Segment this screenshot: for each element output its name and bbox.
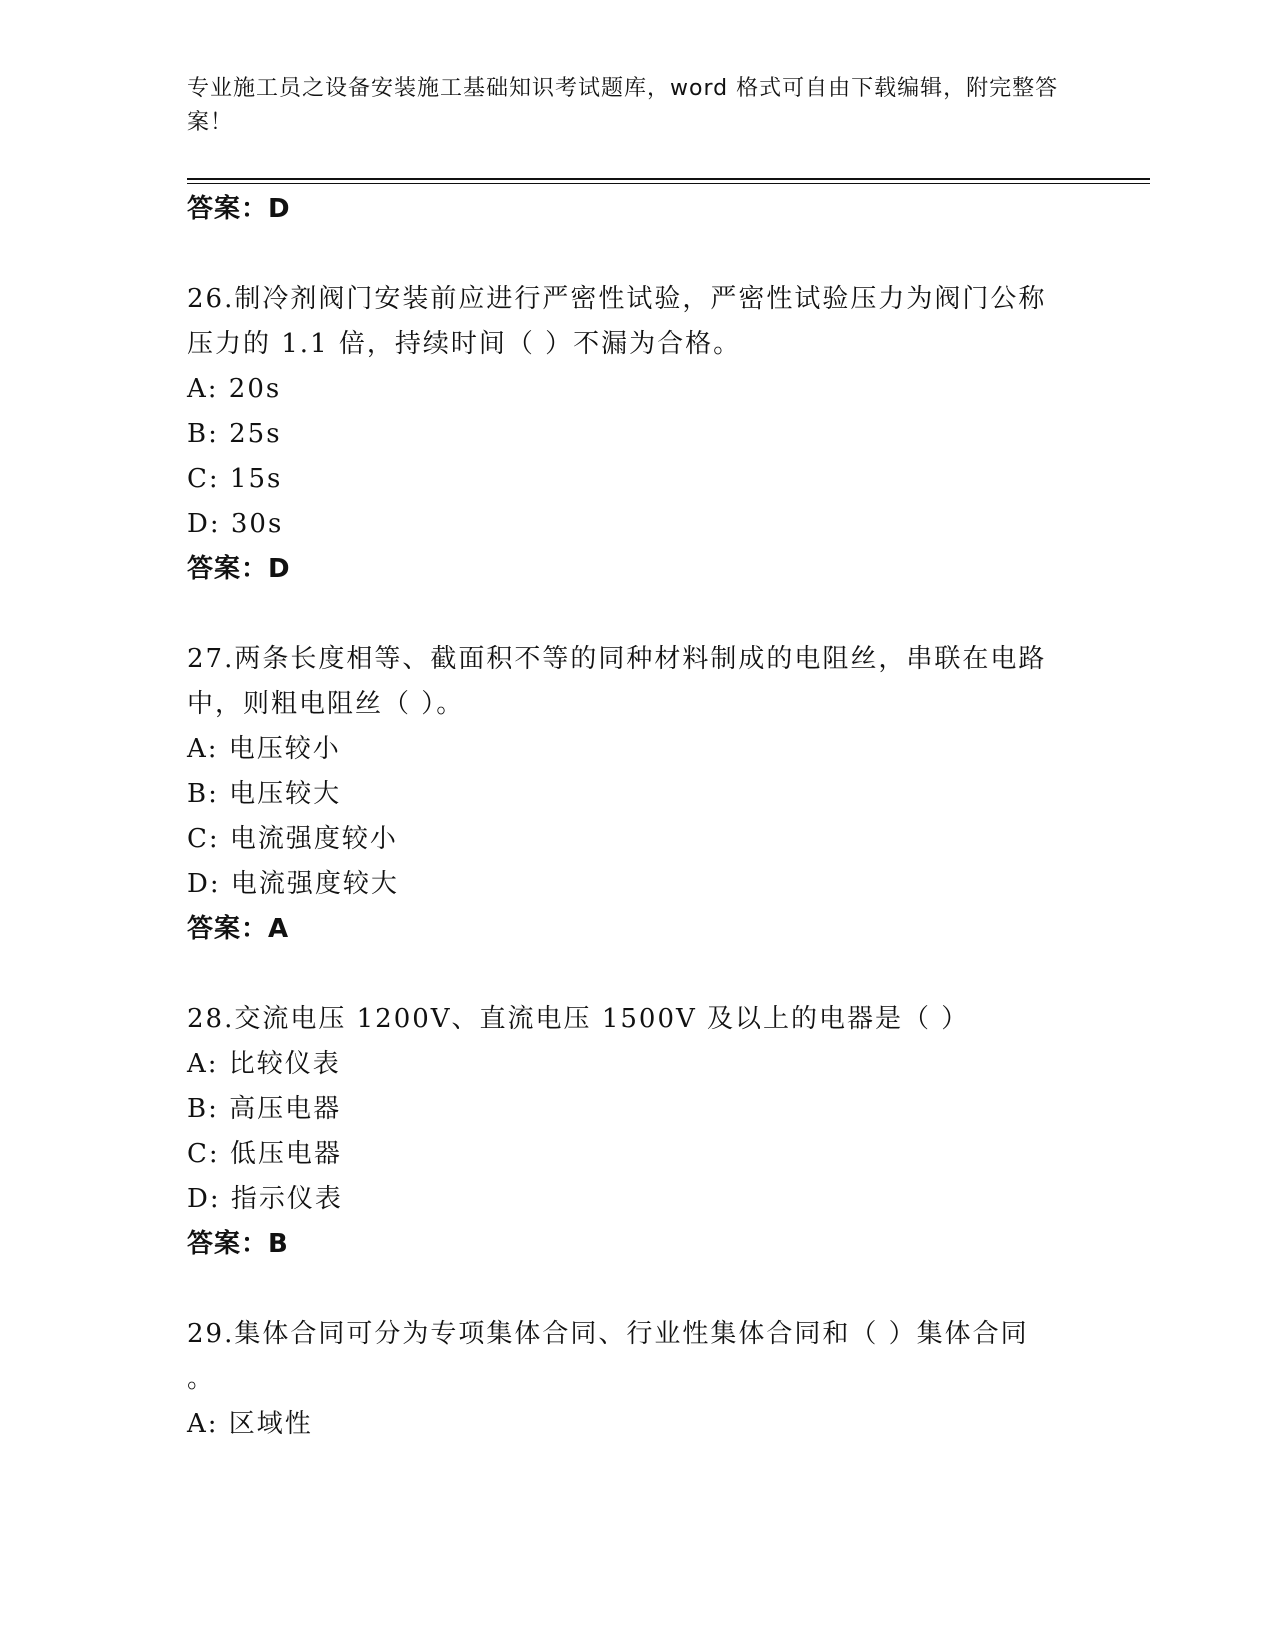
question-28-option-a: A: 比较仪表 <box>187 1049 341 1079</box>
question-27-text-line1: 27.两条长度相等、截面积不等的同种材料制成的电阻丝，串联在电路 <box>187 644 1047 674</box>
question-27-option-b: B: 电压较大 <box>187 779 342 809</box>
previous-answer: 答案：D <box>187 194 291 224</box>
question-26-option-c: C: 15s <box>187 464 283 494</box>
question-27-option-c: C: 电流强度较小 <box>187 824 398 854</box>
question-26-text-line2: 压力的 1.1 倍，持续时间（ ）不漏为合格。 <box>187 329 742 359</box>
question-27-text-line2: 中，则粗电阻丝（ ）。 <box>187 689 465 719</box>
question-26-option-a: A: 20s <box>187 374 282 404</box>
question-29-text-line1: 29.集体合同可分为专项集体合同、行业性集体合同和（ ）集体合同 <box>187 1319 1029 1349</box>
question-27-option-a: A: 电压较小 <box>187 734 341 764</box>
header-divider-thin <box>187 183 1150 184</box>
question-28-option-b: B: 高压电器 <box>187 1094 342 1124</box>
question-28-option-c: C: 低压电器 <box>187 1139 342 1169</box>
header-divider <box>187 178 1150 180</box>
document-header: 专业施工员之设备安装施工基础知识考试题库，word 格式可自由下载编辑，附完整答案！ <box>187 76 1059 135</box>
question-29-option-a: A: 区域性 <box>187 1409 313 1439</box>
question-27-option-d: D: 电流强度较大 <box>187 869 399 899</box>
question-28-option-d: D: 指示仪表 <box>187 1184 343 1214</box>
question-26-option-d: D: 30s <box>187 509 284 539</box>
question-26-text-line1: 26.制冷剂阀门安装前应进行严密性试验，严密性试验压力为阀门公称 <box>187 284 1047 314</box>
question-28-answer: 答案：B <box>187 1229 289 1259</box>
question-27-answer: 答案：A <box>187 914 290 944</box>
question-26-answer: 答案：D <box>187 554 291 584</box>
question-26-option-b: B: 25s <box>187 419 282 449</box>
question-28-text-line1: 28.交流电压 1200V、直流电压 1500V 及以上的电器是（ ） <box>187 1004 970 1034</box>
question-29-text-line2: 。 <box>187 1364 216 1394</box>
